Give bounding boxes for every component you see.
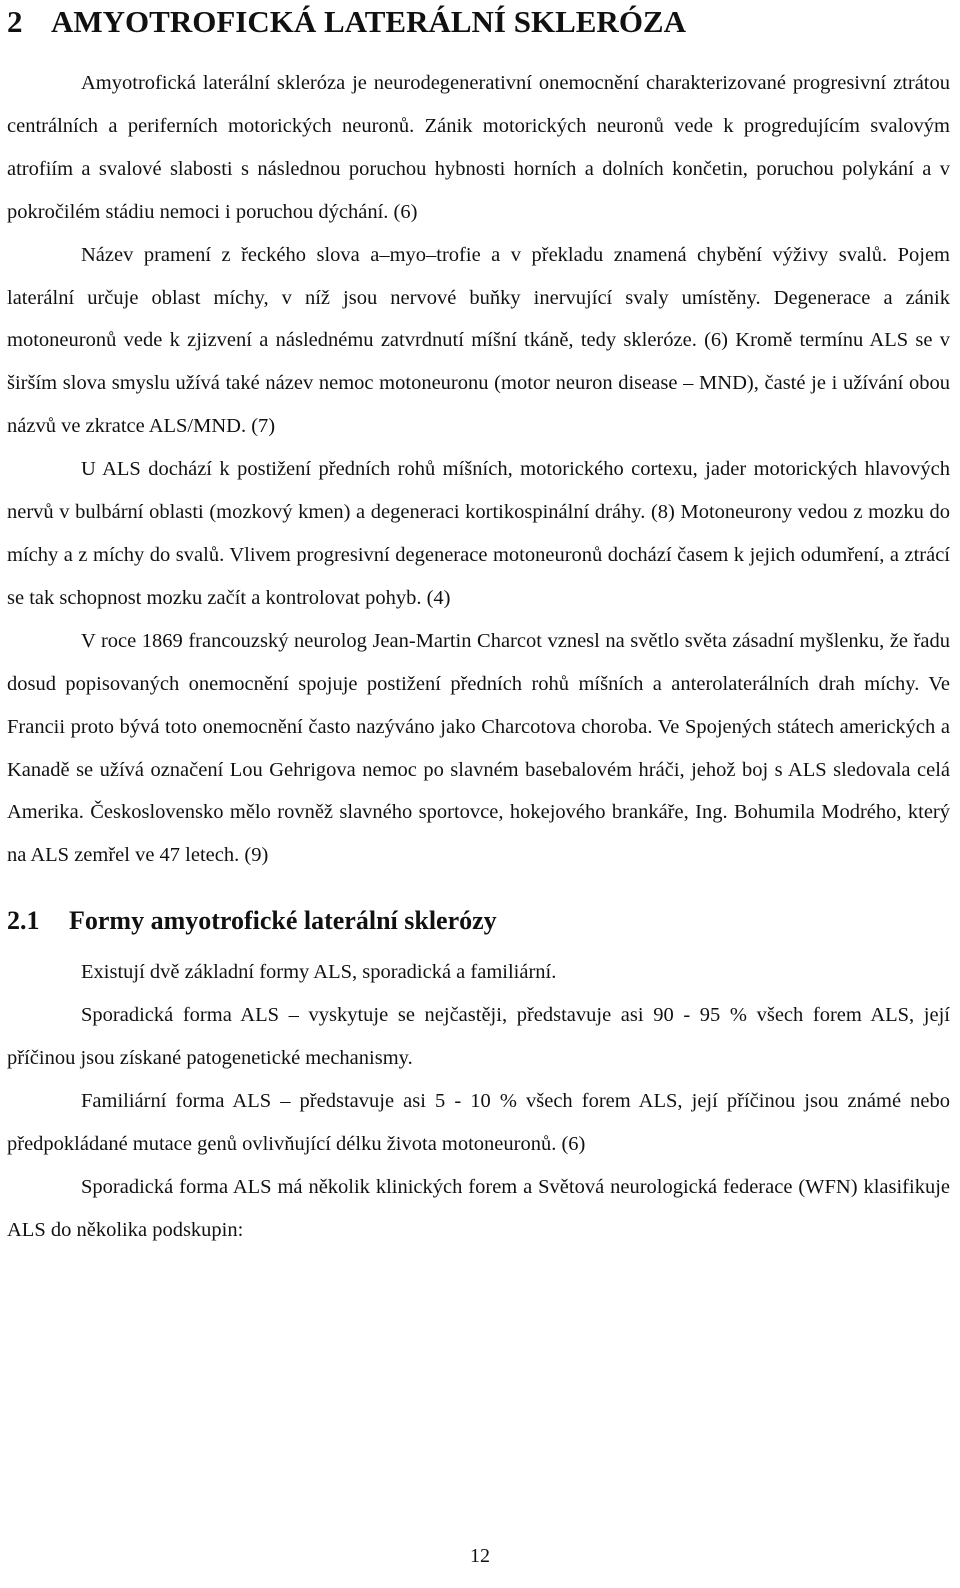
- paragraph: U ALS dochází k postižení předních rohů míšních, motorického cortexu, jader motorických hlavových nervů v bulbární oblasti (mozkový kmen) a degeneraci kortikospinální dráhy. (8) Motoneurony vedou z mozku do míchy a z míchy do svalů. Vlivem progresivní degenerace motoneuronů dochází časem k jejich odumření, a ztrácí se tak schopnost mozku začít a kontrolovat pohyb. (4): [7, 458, 950, 609]
- chapter-title: AMYOTROFICKÁ LATERÁLNÍ SKLERÓZA: [51, 4, 687, 39]
- paragraph: Amyotrofická laterální skleróza je neurodegenerativní onemocnění charakterizované progresivní ztrátou centrálních a periferních motorických neuronů. Zánik motorických neuronů vede k progredujícím svalovým atrofiím a svalové slabosti s následnou poruchou hybnosti horních a dolních končetin, poruchou polykání a v pokročilém stádiu nemoci i poruchou dýchání. (6): [7, 72, 950, 223]
- page-number: 12: [470, 1545, 490, 1567]
- section-heading: [7, 903, 950, 939]
- paragraph: Sporadická forma ALS – vyskytuje se nejčastěji, představuje asi 90 - 95 % všech forem ALS, její příčinou jsou získané patogenetické mechanismy.: [7, 1004, 950, 1070]
- section-title: Formy amyotrofické laterální sklerózy: [69, 906, 497, 936]
- document-page: [7, 0, 950, 1252]
- paragraph: Název pramení z řeckého slova a–myo–trofie a v překladu znamená chybění výživy svalů. Pojem laterální určuje oblast míchy, v níž jsou nervové buňky inervující svaly umístěny. Degenerace a zánik motoneuronů vede k zjizvení a následnému zatvrdnutí míšní tkáně, tedy skleróze. (6) Kromě termínu ALS se v širším slova smyslu užívá také název nemoc motoneuronu (motor neuron disease – MND), časté je i užívání obou názvů ve zkratce ALS/MND. (7): [7, 243, 950, 438]
- chapter-heading: [7, 0, 950, 42]
- paragraph: Existují dvě základní formy ALS, sporadická a familiární.: [81, 961, 557, 984]
- paragraph: Sporadická forma ALS má několik klinických forem a Světová neurologická federace (WFN) klasifikuje ALS do několika podskupin:: [7, 1175, 950, 1241]
- section-number: 2.1: [7, 906, 40, 936]
- chapter-number: 2: [7, 4, 23, 39]
- paragraph: Familiární forma ALS – představuje asi 5 - 10 % všech forem ALS, její příčinou jsou známé nebo předpokládané mutace genů ovlivňující délku života motoneuronů. (6): [7, 1089, 950, 1155]
- paragraph: V roce 1869 francouzský neurolog Jean-Martin Charcot vznesl na světlo světa zásadní myšlenku, že řadu dosud popisovaných onemocnění spojuje postižení předních rohů míšních a anterolaterálních drah míchy. Ve Francii proto bývá toto onemocnění často nazýváno jako Charcotova choroba. Ve Spojených státech amerických a Kanadě se užívá označení Lou Gehrigova nemoc po slavném basebalovém hráči, jehož boj s ALS sledovala celá Amerika. Československo mělo rovněž slavného sportovce, hokejového brankáře, Ing. Bohumila Modrého, který na ALS zemřel ve 47 letech. (9): [7, 629, 950, 867]
